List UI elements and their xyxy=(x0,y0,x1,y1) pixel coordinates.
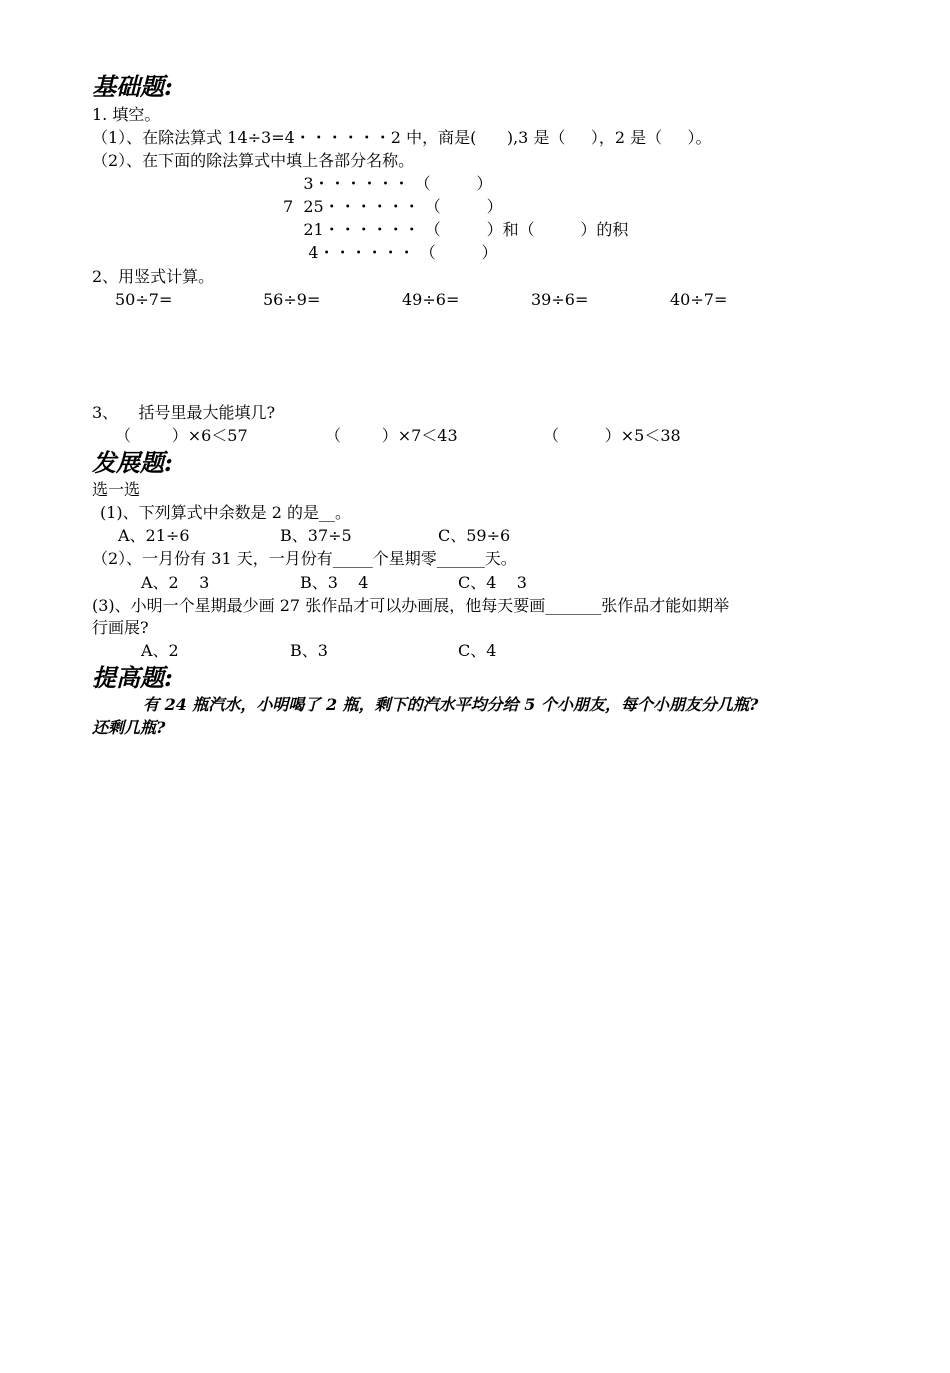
calc-item: 50÷7= xyxy=(115,290,173,309)
calc-item: 40÷7= xyxy=(670,290,728,309)
word-problem-line-2: 还剩几瓶? xyxy=(92,718,166,737)
inequality-item: （ ）×5＜38 xyxy=(543,426,681,445)
inequality-item: （ ）×6＜57 xyxy=(115,426,248,445)
word-problem-line-1: 有 24 瓶汽水，小明喝了 2 瓶，剩下的汽水平均分给 5 个小朋友，每个小朋友分几瓶? xyxy=(143,695,759,714)
choice-question-3-cont: 行画展? xyxy=(92,618,149,637)
division-row-dividend: 7 25・・・・・・ （ ） xyxy=(283,197,503,216)
calc-item: 49÷6= xyxy=(402,290,460,309)
division-row-product: 21・・・・・・ （ ）和（ ）的积 xyxy=(283,220,629,239)
choice-option: C、4 3 xyxy=(458,573,527,592)
calc-item: 56÷9= xyxy=(263,290,321,309)
choice-question-1: (1)、下列算式中余数是 2 的是__。 xyxy=(100,503,352,522)
choice-option: C、4 xyxy=(458,641,497,660)
calc-item: 39÷6= xyxy=(531,290,589,309)
question-1-1: （1）、在除法算式 14÷3=4・・・・・・2 中，商是( ),3 是（ ），2 是（ ）。 xyxy=(92,128,712,147)
question-3-title: 3、 括号里最大能填几? xyxy=(92,403,276,422)
question-2-title: 2、用竖式计算。 xyxy=(92,267,215,286)
section-heading-basic: 基础题: xyxy=(92,72,173,101)
choice-option: B、3 xyxy=(290,641,328,660)
choice-option: A、2 xyxy=(141,641,179,660)
choice-option: A、2 3 xyxy=(141,573,210,592)
choice-question-2: （2）、一月份有 31 天，一月份有_____个星期零______天。 xyxy=(92,549,517,568)
section-heading-advanced: 提高题: xyxy=(92,663,173,692)
question-1-title: 1. 填空。 xyxy=(92,105,161,124)
section-heading-development: 发展题: xyxy=(92,448,173,477)
choice-option: B、3 4 xyxy=(300,573,369,592)
choice-question-3: (3)、小明一个星期最少画 27 张作品才可以办画展，他每天要画_______张作品才能如期举 xyxy=(92,596,730,615)
choose-intro: 选一选 xyxy=(92,480,141,499)
question-1-2: （2）、在下面的除法算式中填上各部分名称。 xyxy=(92,151,415,170)
choice-option: A、21÷6 xyxy=(118,526,190,545)
choice-option: C、59÷6 xyxy=(438,526,511,545)
division-row-quotient: 3・・・・・・ （ ） xyxy=(283,174,493,193)
inequality-item: （ ）×7＜43 xyxy=(325,426,458,445)
division-row-remainder: 4・・・・・・ （ ） xyxy=(283,243,498,262)
choice-option: B、37÷5 xyxy=(280,526,352,545)
